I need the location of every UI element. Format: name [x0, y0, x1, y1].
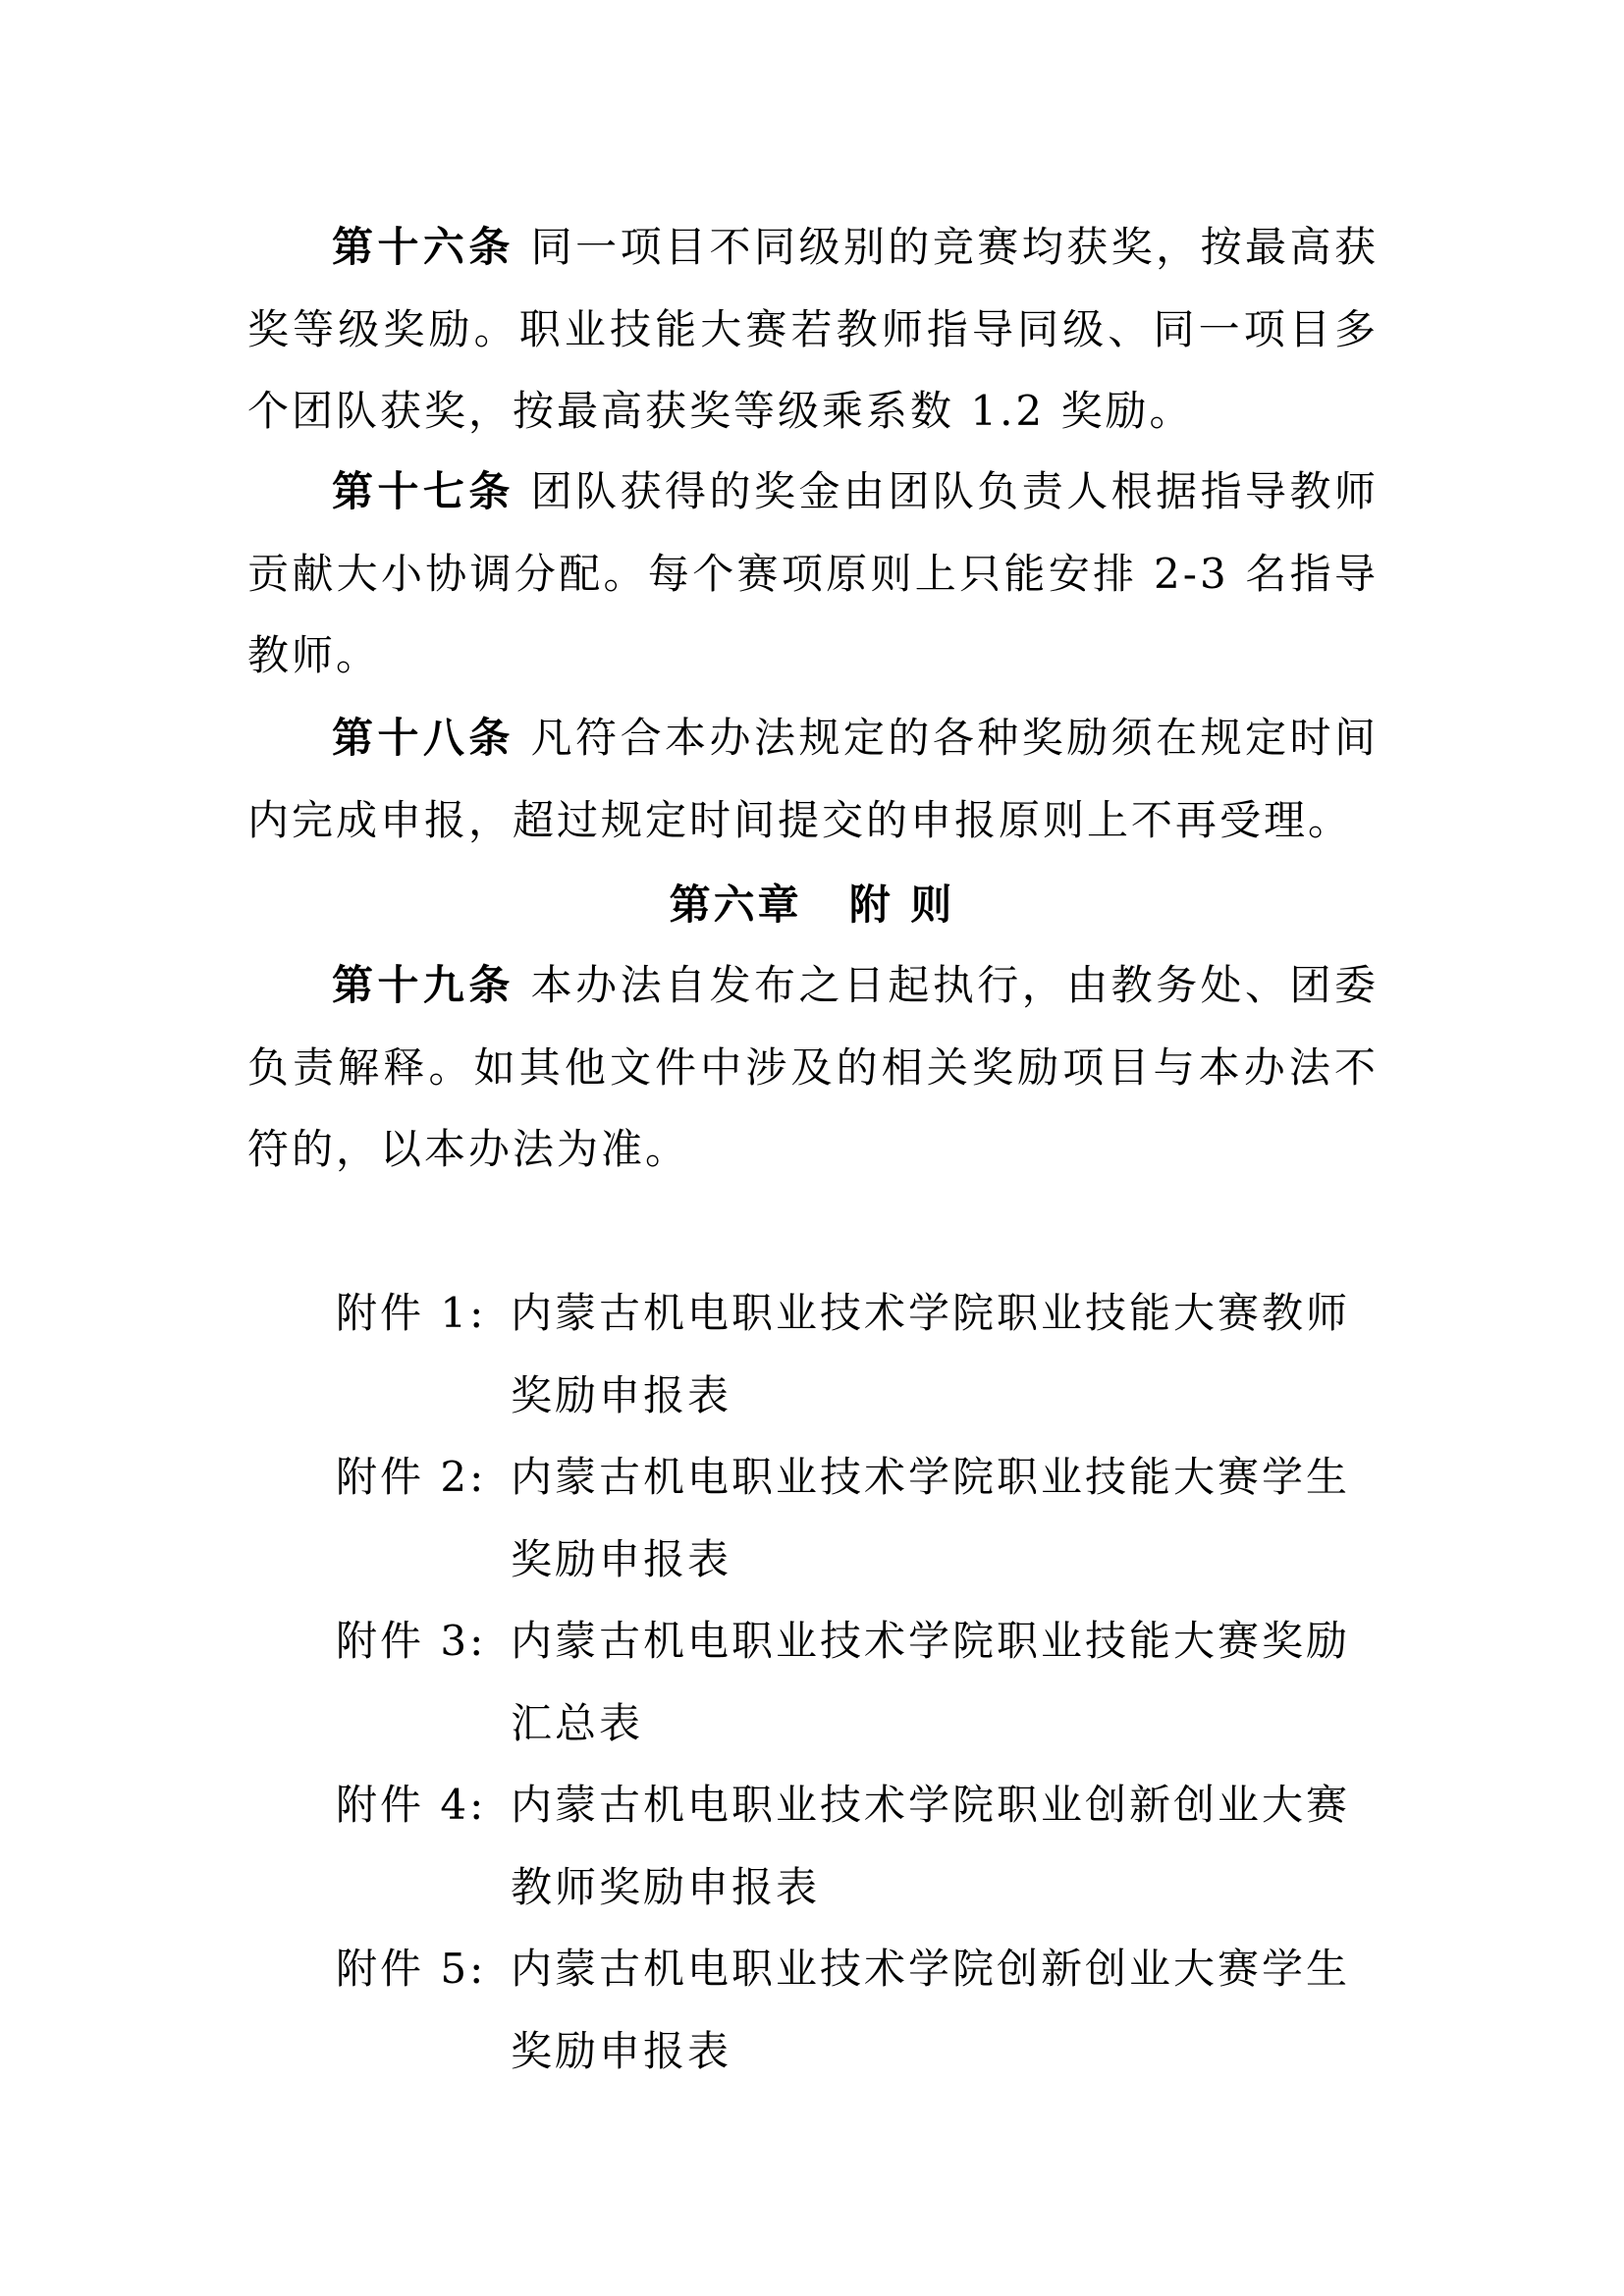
attachment-label: 附件 1:: [336, 1289, 487, 1337]
article-heading: 第十七条: [332, 467, 514, 515]
attachment-title: 内蒙古机电职业技术学院创新创业大赛学生奖励申报表: [511, 1945, 1351, 2075]
attachment-label: 附件 2:: [336, 1453, 487, 1501]
article-16: [247, 206, 1379, 453]
attachment-label: 附件 4:: [336, 1781, 487, 1829]
article-17: [247, 451, 1379, 697]
attachment-item: [336, 1436, 1379, 1600]
attachment-item: [336, 1764, 1379, 1928]
article-heading: 第十八条: [332, 714, 514, 762]
chapter-name: 附 则: [848, 881, 955, 929]
attachment-title: 内蒙古机电职业技术学院职业技能大赛教师奖励申报表: [511, 1289, 1351, 1419]
attachment-list: [336, 1272, 1379, 2092]
chapter-heading: [0, 864, 1624, 946]
article-19: [247, 944, 1379, 1191]
attachment-title: 内蒙古机电职业技术学院职业技能大赛奖励汇总表: [511, 1617, 1351, 1747]
attachment-item: [336, 1272, 1379, 1436]
attachment-title: 内蒙古机电职业技术学院职业创新创业大赛教师奖励申报表: [511, 1781, 1351, 1911]
article-18: [247, 697, 1379, 861]
article-text: 凡符合本办法规定的各种奖励须在规定时间内完成申报，超过规定时间提交的申报原则上不再受理。: [247, 714, 1379, 844]
article-heading: 第十九条: [332, 961, 514, 1009]
attachment-label: 附件 3:: [336, 1617, 487, 1665]
article-text: 本办法自发布之日起执行，由教务处、团委负责解释。如其他文件中涉及的相关奖励项目与本办法不符的，以本办法为准。: [247, 961, 1379, 1173]
article-text: 团队获得的奖金由团队负责人根据指导教师贡献大小协调分配。每个赛项原则上只能安排 2-3 名指导教师。: [247, 467, 1379, 679]
attachment-item: [336, 1600, 1379, 1764]
attachment-item: [336, 1928, 1379, 2092]
article-heading: 第十六条: [332, 223, 514, 271]
attachment-title: 内蒙古机电职业技术学院职业技能大赛学生奖励申报表: [511, 1453, 1351, 1583]
chapter-number: 第六章: [669, 881, 802, 929]
article-text: 同一项目不同级别的竞赛均获奖，按最高获奖等级奖励。职业技能大赛若教师指导同级、同一项目多个团队获奖，按最高获奖等级乘系数 1.2 奖励。: [247, 223, 1379, 435]
attachment-label: 附件 5:: [336, 1945, 487, 1993]
